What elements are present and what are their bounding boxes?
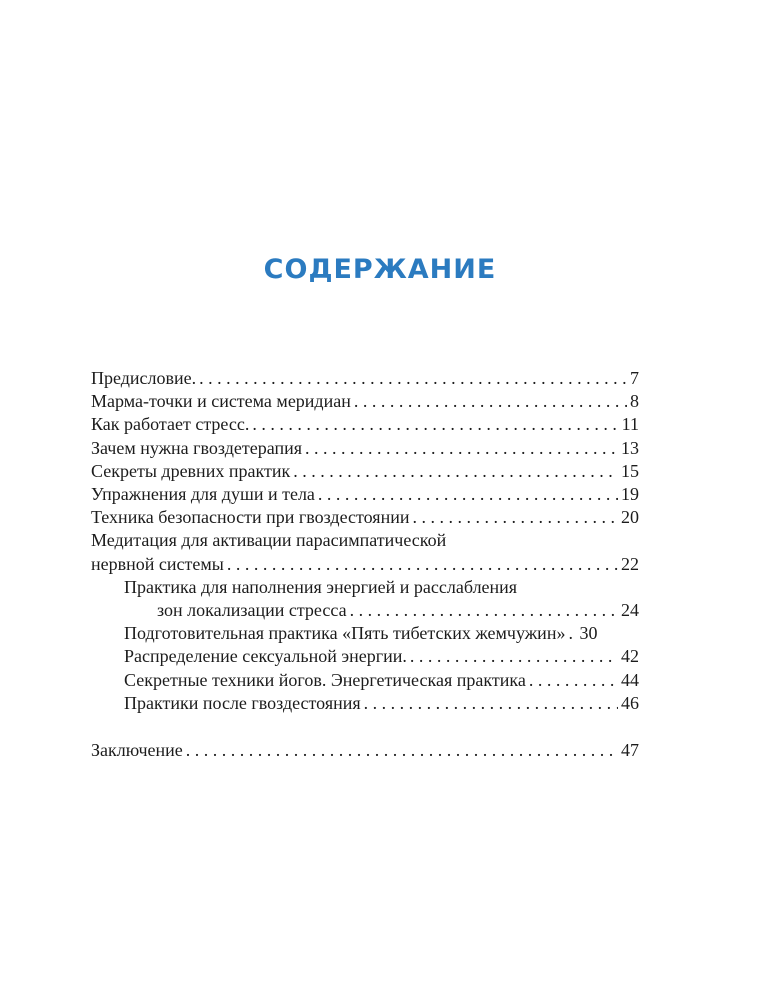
toc-entry	[91, 460, 639, 483]
toc-leader-dots	[568, 622, 576, 645]
toc-entry-line1	[91, 529, 639, 552]
toc-leader-dots	[186, 739, 618, 762]
toc-leader-dots	[252, 413, 618, 436]
toc-entry-page: 46	[621, 692, 639, 713]
toc-entry-text: Практики после гвоздестояния	[124, 692, 361, 713]
toc-entry-text: Распределение сексуальной энергии.	[124, 646, 407, 667]
toc-entry-text: Подготовительная практика «Пять тибетских жемчужин»	[124, 623, 566, 644]
toc-entry-text: Практика для наполнения энергией и расслабления	[124, 576, 518, 597]
toc-entry-page: 42	[621, 646, 639, 667]
toc-entry-page: 15	[621, 460, 639, 481]
toc-entry-text: нервной системы	[91, 553, 224, 574]
toc-entry-page: 7	[630, 368, 639, 388]
toc-entry-page: 20	[621, 507, 639, 528]
toc-entry-text: Зачем нужна гвоздетерапия	[91, 437, 303, 458]
toc-entry-text: Как работает стресс.	[91, 414, 250, 435]
toc-entry-text: Марма-точки и система меридиан	[91, 391, 351, 412]
toc-subentry	[91, 692, 639, 715]
toc-entry	[91, 506, 639, 529]
toc-entry	[91, 437, 639, 460]
toc-subentry-line1	[91, 576, 639, 599]
table-of-contents	[91, 367, 639, 762]
toc-entry-page: 30	[579, 623, 598, 644]
toc-leader-dots	[412, 506, 618, 529]
toc-entry-page: 8	[630, 391, 639, 412]
toc-entry	[91, 390, 639, 413]
toc-entry-text: зон локализации стресса	[157, 600, 347, 621]
toc-leader-dots	[364, 692, 618, 715]
toc-leader-dots	[318, 483, 618, 506]
toc-subentry	[91, 669, 639, 692]
toc-entry-text: Секреты древних практик	[91, 460, 291, 481]
toc-entry	[91, 739, 639, 762]
toc-entry-line2	[91, 553, 639, 576]
toc-leader-dots	[305, 437, 618, 460]
toc-leader-dots	[293, 460, 618, 483]
toc-entry	[91, 483, 639, 506]
toc-leader-dots	[354, 390, 627, 413]
toc-entry-text: Предисловие.	[91, 368, 197, 388]
toc-entry-page: 44	[621, 669, 639, 690]
toc-subentry-line2	[91, 599, 639, 622]
toc-entry-page: 19	[621, 484, 639, 505]
toc-leader-dots	[350, 599, 618, 622]
toc-entry	[91, 413, 639, 436]
toc-entry-text: Секретные техники йогов. Энергетическая практика	[124, 669, 526, 690]
toc-subentry	[91, 622, 639, 645]
toc-entry-text: Заключение	[91, 740, 183, 761]
toc-spacer	[91, 715, 639, 739]
toc-entry-text: Медитация для активации парасимпатической	[91, 530, 447, 551]
toc-entry	[91, 367, 639, 390]
toc-subentry	[91, 645, 639, 668]
toc-entry-text: Упражнения для души и тела	[91, 484, 315, 505]
toc-entry-page: 47	[621, 740, 639, 761]
toc-entry-page: 24	[621, 600, 639, 621]
toc-entry-page: 13	[621, 437, 639, 458]
toc-leader-dots	[227, 553, 618, 576]
toc-entry-page: 11	[621, 414, 639, 435]
toc-entry-page: 22	[621, 553, 639, 574]
toc-entry-text: Техника безопасности при гвоздестоянии	[91, 507, 410, 528]
toc-leader-dots	[199, 367, 627, 390]
toc-title: СОДЕРЖАНИЕ	[263, 254, 497, 285]
toc-leader-dots	[529, 669, 618, 692]
toc-leader-dots	[410, 645, 618, 668]
